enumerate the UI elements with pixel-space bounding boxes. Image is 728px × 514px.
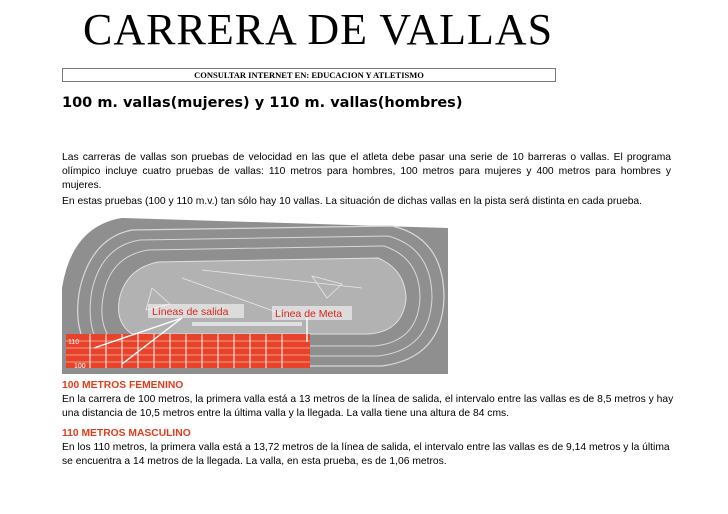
section-100m-text: En la carrera de 100 metros, la primera valla está a 13 metros de la línea de salida, el intervalo entre las vallas es de 8,5 metros y hay una distancia de 10,5 metros entre la última valla y la llegada. La valla tiene una altura de 84 cms.	[62, 394, 674, 419]
section-100m	[62, 379, 682, 421]
section-110m	[62, 427, 682, 469]
section-100m-title: 100 METROS FEMENINO	[62, 380, 184, 391]
page-title: CARRERA DE VALLAS	[83, 5, 554, 54]
marker-100: 100	[74, 363, 86, 370]
section-110m-title: 110 METROS MASCULINO	[62, 428, 191, 439]
track-diagram	[62, 218, 448, 374]
section-heading: 100 m. vallas(mujeres) y 110 m. vallas(hombres)	[62, 95, 463, 111]
hurdles-count-paragraph: En estas pruebas (100 y 110 m.v.) tan sólo hay 10 vallas. La situación de dichas vallas en la pista será distinta en cada prueba.	[62, 196, 643, 207]
hurdle-straight	[66, 334, 310, 368]
finish-line-label: Línea de Meta	[275, 308, 343, 320]
start-lines-label: Líneas de salida	[152, 306, 229, 318]
section-110m-text: En los 110 metros, la primera valla está a 13,72 metros de la línea de salida, el intervalo entre las vallas es de 9,14 metros y la última se encuentra a 14 metros de la llegada. La valla, en esta prueba, es de 1,06 metros.	[62, 442, 670, 467]
internet-reference-banner: CONSULTAR INTERNET EN: EDUCACION Y ATLETISMO	[62, 68, 556, 82]
marker-110: 110	[68, 339, 80, 346]
intro-paragraph: Las carreras de vallas son pruebas de velocidad en las que el atleta debe pasar una serie de 10 barreras o vallas. El programa olímpico incluye cuatro pruebas de vallas: 110 metros para hombres, 100 metros para mujeres y 400 metros para hombres y mujeres.	[62, 152, 671, 191]
